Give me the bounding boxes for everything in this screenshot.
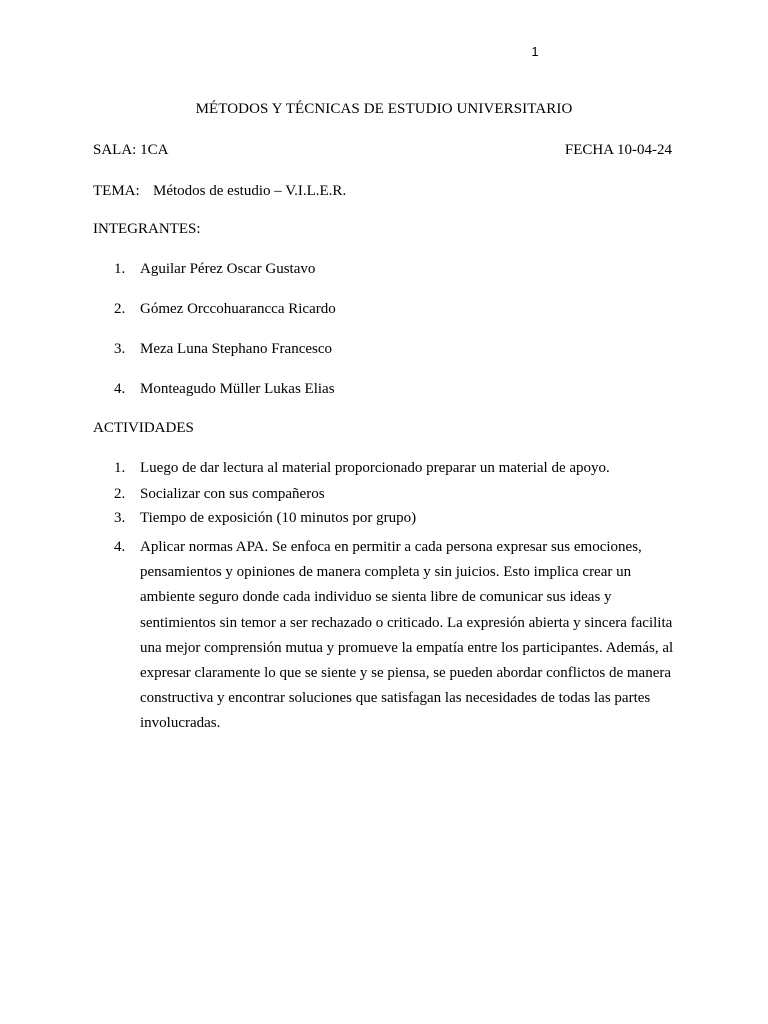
integrantes-heading: INTEGRANTES: [93,221,201,237]
list-number: 3. [114,510,126,526]
list-number: 1. [114,460,126,476]
actividad-item [114,486,325,503]
actividad-text: Luego de dar lectura al material proporcionado preparar un material de apoyo. [140,460,610,476]
list-number: 2. [114,486,126,502]
page-number: 1 [531,44,539,59]
integrante-item [114,301,336,318]
sala-label: SALA: 1CA [93,142,169,158]
integrante-item [114,381,335,398]
actividades-heading: ACTIVIDADES [93,420,194,436]
actividad-text: Socializar con sus compañeros [140,486,325,502]
document-title: MÉTODOS Y TÉCNICAS DE ESTUDIO UNIVERSITARIO [195,101,573,117]
integrante-name: Meza Luna Stephano Francesco [140,341,333,357]
integrante-name: Monteagudo Müller Lukas Elias [140,381,335,397]
tema-value: Métodos de estudio – V.I.L.E.R. [153,183,347,199]
tema-label: TEMA: [93,183,140,199]
integrante-item [114,341,332,358]
fecha-label: FECHA 10-04-24 [564,142,672,158]
list-number: 3. [114,341,126,357]
list-number: 4. [114,539,126,555]
list-number: 4. [114,381,126,397]
list-number: 2. [114,301,126,317]
actividad-text: Tiempo de exposición (10 minutos por grupo) [140,510,417,526]
integrante-name: Aguilar Pérez Oscar Gustavo [140,261,316,277]
integrante-name: Gómez Orccohuarancca Ricardo [140,301,336,317]
list-number: 1. [114,261,126,277]
actividad-item [114,510,416,527]
actividad-paragraph: Aplicar normas APA. Se enfoca en permitir a cada persona expresar sus emociones, pensamientos y opiniones de manera completa y sin juicios. Esto implica crear un ambiente seguro donde cada individuo se sienta libre de comunicar sus ideas y sentimientos sin temor a ser rechazado o criticado. La expresión abierta y sincera facilita una mejor comprensión mutua y promueve la empatía entre los participantes. Además, al expresar claramente lo que se siente y se piensa, se pueden abordar conflictos de manera constructiva y encontrar soluciones que satisfagan las necesidades de todas las partes involucradas. [140,539,674,732]
tema-row [93,183,346,200]
integrante-item [114,261,315,278]
actividad-item [114,460,610,477]
